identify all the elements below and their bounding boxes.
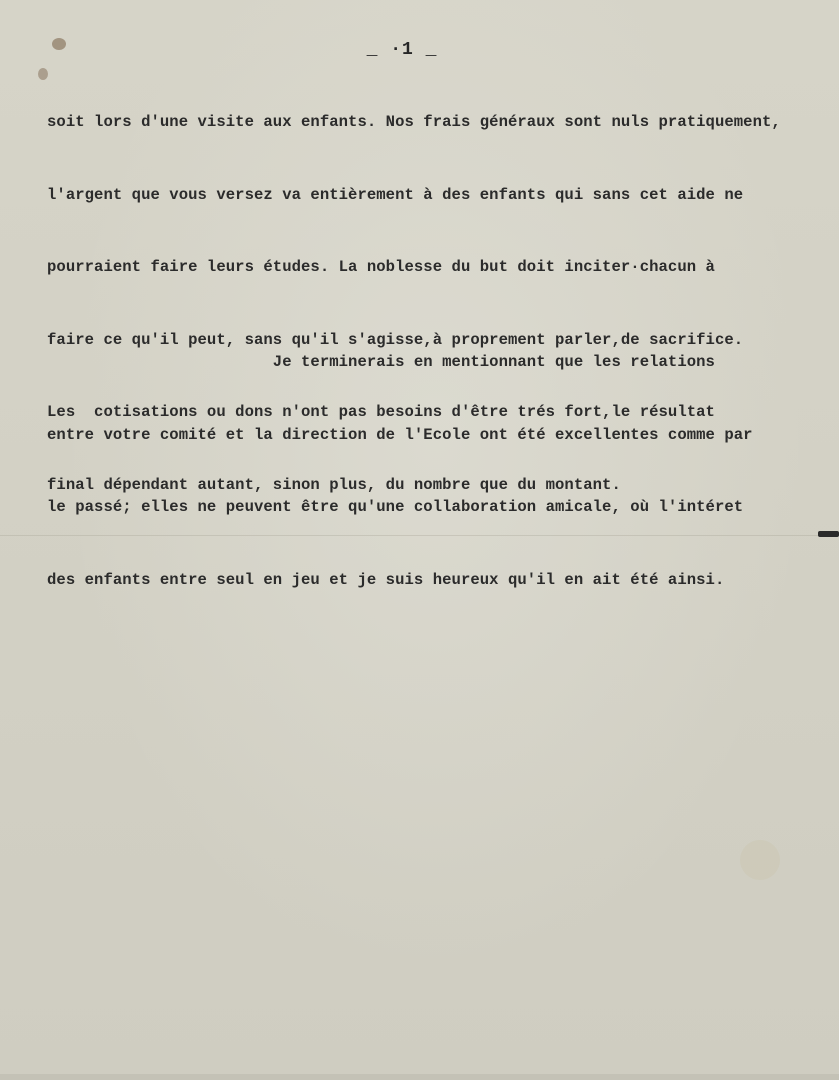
- text-line: pourraient faire leurs études. La noblesse du but doit inciter·chacun à: [47, 258, 715, 276]
- text-line: Je terminerais en mentionnant que les relations: [47, 353, 715, 371]
- text-line: Les cotisations ou dons n'ont pas besoins d'être trés fort,le résultat: [47, 403, 715, 421]
- page-number: _ ·1 _: [366, 40, 438, 60]
- paper-stain: [740, 840, 780, 880]
- text-line: faire ce qu'il peut, sans qu'il s'agisse,à proprement parler,de sacrifice.: [47, 330, 744, 349]
- text-line: soit lors d'une visite aux enfants. Nos frais généraux sont nuls pratiquement,: [47, 113, 781, 131]
- text-line: le passé; elles ne peuvent être qu'une collaboration amicale, où l'intéret: [47, 498, 744, 516]
- ink-stain: [52, 38, 66, 50]
- paragraph-2: [47, 308, 837, 634]
- text-line: entre votre comité et la direction de l'Ecole ont été excellentes comme par: [47, 425, 753, 444]
- page-bottom-edge: [0, 1074, 839, 1080]
- text-line: final dépendant autant, sinon plus, du nombre que du montant.: [47, 475, 621, 494]
- text-line: l'argent que vous versez va entièrement à des enfants qui sans cet aide ne: [47, 185, 744, 204]
- text-line: des enfants entre seul en jeu et je suis heureux qu'il en ait été ainsi.: [47, 570, 725, 589]
